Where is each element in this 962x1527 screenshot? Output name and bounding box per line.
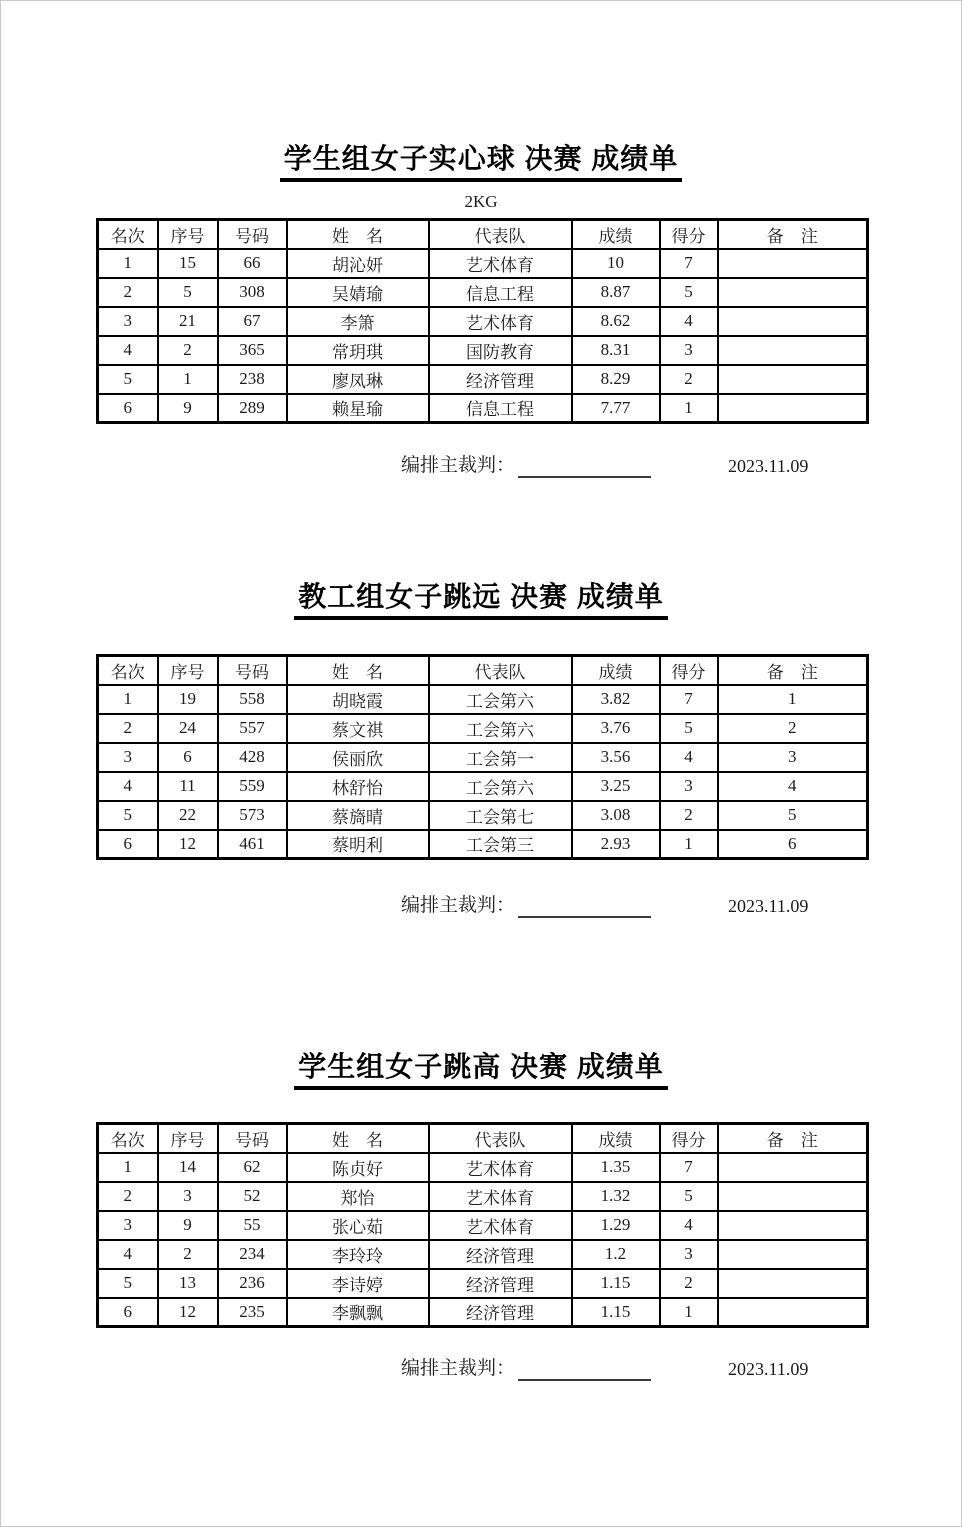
table-cell: 李玲玲	[287, 1240, 429, 1269]
table-row	[98, 365, 868, 394]
table-cell: 国防教育	[429, 336, 572, 365]
column-header: 名次	[98, 1124, 158, 1153]
column-header: 序号	[158, 1124, 218, 1153]
table-cell: 8.62	[572, 307, 660, 336]
table-cell: 5	[98, 1269, 158, 1298]
table-cell	[718, 1240, 868, 1269]
table-row	[98, 249, 868, 278]
table-cell: 4	[660, 307, 718, 336]
table-cell: 19	[158, 685, 218, 714]
event-title-shotput: 学生组女子实心球 决赛 成绩单	[280, 143, 683, 182]
table-cell	[718, 336, 868, 365]
table-cell: 3.82	[572, 685, 660, 714]
table-cell: 3	[660, 772, 718, 801]
table-cell: 林舒怡	[287, 772, 429, 801]
table-cell: 52	[218, 1182, 287, 1211]
table-cell: 9	[158, 1211, 218, 1240]
table-cell: 信息工程	[429, 394, 572, 423]
table-cell: 廖凤琳	[287, 365, 429, 394]
table-cell: 胡沁妍	[287, 249, 429, 278]
table-cell: 2	[98, 1182, 158, 1211]
column-header: 姓 名	[287, 220, 429, 249]
table-row	[98, 1298, 868, 1327]
table-cell: 3	[718, 743, 868, 772]
table-cell: 蔡文祺	[287, 714, 429, 743]
table-cell: 6	[718, 830, 868, 859]
table-cell: 365	[218, 336, 287, 365]
signature-blank-line	[518, 893, 651, 918]
table-cell: 308	[218, 278, 287, 307]
table-row	[98, 772, 868, 801]
table-cell: 14	[158, 1153, 218, 1182]
table-cell: 15	[158, 249, 218, 278]
table-cell: 557	[218, 714, 287, 743]
column-header: 得分	[660, 1124, 718, 1153]
table-header-row	[98, 1124, 868, 1153]
table-cell	[718, 1153, 868, 1182]
table-cell: 3.76	[572, 714, 660, 743]
table-cell: 428	[218, 743, 287, 772]
table-row	[98, 801, 868, 830]
table-cell: 经济管理	[429, 1298, 572, 1327]
column-header: 名次	[98, 656, 158, 685]
table-row	[98, 685, 868, 714]
column-header: 代表队	[429, 220, 572, 249]
table-cell: 胡晓霞	[287, 685, 429, 714]
table-cell: 信息工程	[429, 278, 572, 307]
column-header: 成绩	[572, 656, 660, 685]
table-cell: 2	[158, 336, 218, 365]
table-cell: 工会第一	[429, 743, 572, 772]
signature-row-highjump	[1, 1356, 961, 1388]
table-cell: 55	[218, 1211, 287, 1240]
table-cell: 1.2	[572, 1240, 660, 1269]
table-cell: 蔡旖晴	[287, 801, 429, 830]
highjump-table-block	[96, 1122, 869, 1328]
table-cell: 66	[218, 249, 287, 278]
table-cell: 573	[218, 801, 287, 830]
table-cell: 67	[218, 307, 287, 336]
column-header: 号码	[218, 656, 287, 685]
table-cell	[718, 278, 868, 307]
column-header: 姓 名	[287, 1124, 429, 1153]
table-cell	[718, 1182, 868, 1211]
table-cell: 12	[158, 830, 218, 859]
table-cell: 22	[158, 801, 218, 830]
table-cell: 2	[98, 278, 158, 307]
table-cell: 5	[718, 801, 868, 830]
table-cell: 13	[158, 1269, 218, 1298]
table-cell: 21	[158, 307, 218, 336]
table-cell: 236	[218, 1269, 287, 1298]
table-cell	[718, 365, 868, 394]
table-cell: 赖星瑜	[287, 394, 429, 423]
column-header: 序号	[158, 220, 218, 249]
table-cell: 7.77	[572, 394, 660, 423]
table-row	[98, 278, 868, 307]
table-cell: 李诗婷	[287, 1269, 429, 1298]
table-cell: 2	[98, 714, 158, 743]
table-cell: 吴婧瑜	[287, 278, 429, 307]
column-header: 代表队	[429, 1124, 572, 1153]
table-cell: 1	[98, 249, 158, 278]
table-cell: 461	[218, 830, 287, 859]
table-cell: 24	[158, 714, 218, 743]
table-cell: 4	[718, 772, 868, 801]
table-cell: 工会第六	[429, 772, 572, 801]
shotput-table-block	[96, 218, 869, 424]
table-cell: 张心茹	[287, 1211, 429, 1240]
signature-blank-line	[518, 453, 651, 478]
table-cell: 559	[218, 772, 287, 801]
table-cell: 1.32	[572, 1182, 660, 1211]
table-cell: 3.25	[572, 772, 660, 801]
chief-referee-label: 编排主裁判：	[401, 1358, 516, 1379]
section-shotput-title-row	[1, 143, 961, 182]
table-cell: 6	[98, 394, 158, 423]
chief-referee-label: 编排主裁判：	[401, 895, 516, 916]
column-header: 得分	[660, 656, 718, 685]
table-cell: 工会第六	[429, 714, 572, 743]
table-cell: 3	[660, 1240, 718, 1269]
table-cell: 11	[158, 772, 218, 801]
table-cell: 工会第六	[429, 685, 572, 714]
event-title-highjump: 学生组女子跳高 决赛 成绩单	[294, 1051, 668, 1090]
table-cell: 2	[718, 714, 868, 743]
results-table-shotput	[96, 218, 869, 424]
table-cell: 1.35	[572, 1153, 660, 1182]
table-cell: 1	[660, 1298, 718, 1327]
table-header-row	[98, 220, 868, 249]
table-row	[98, 830, 868, 859]
table-cell: 工会第七	[429, 801, 572, 830]
table-row	[98, 1182, 868, 1211]
table-cell: 62	[218, 1153, 287, 1182]
table-cell: 3	[98, 1211, 158, 1240]
results-table-longjump	[96, 654, 869, 860]
table-cell: 艺术体育	[429, 249, 572, 278]
table-row	[98, 307, 868, 336]
table-cell: 4	[98, 336, 158, 365]
table-cell: 1	[718, 685, 868, 714]
signature-row-shotput	[1, 453, 961, 485]
table-row	[98, 714, 868, 743]
table-cell: 1.29	[572, 1211, 660, 1240]
table-cell: 8.29	[572, 365, 660, 394]
table-cell: 3.08	[572, 801, 660, 830]
table-cell	[718, 1298, 868, 1327]
table-cell: 7	[660, 685, 718, 714]
date-text: 2023.11.09	[728, 1359, 809, 1379]
table-cell: 侯丽欣	[287, 743, 429, 772]
table-cell: 4	[98, 772, 158, 801]
table-row	[98, 1269, 868, 1298]
table-cell: 1	[158, 365, 218, 394]
table-cell: 5	[660, 1182, 718, 1211]
table-cell: 5	[98, 365, 158, 394]
table-cell: 常玥琪	[287, 336, 429, 365]
column-header: 序号	[158, 656, 218, 685]
section-longjump-title-row	[1, 581, 961, 620]
event-weight-note: 2KG	[464, 192, 498, 211]
table-cell: 李飘飘	[287, 1298, 429, 1327]
column-header: 名次	[98, 220, 158, 249]
table-header-row	[98, 656, 868, 685]
date-text: 2023.11.09	[728, 456, 809, 476]
table-cell	[718, 307, 868, 336]
table-row	[98, 1240, 868, 1269]
date-text: 2023.11.09	[728, 896, 809, 916]
table-row	[98, 1211, 868, 1240]
section-highjump-title-row	[1, 1051, 961, 1090]
table-cell: 1.15	[572, 1269, 660, 1298]
table-cell	[718, 394, 868, 423]
table-cell: 2	[660, 365, 718, 394]
table-cell: 238	[218, 365, 287, 394]
table-cell: 4	[98, 1240, 158, 1269]
column-header: 备 注	[718, 656, 868, 685]
table-cell: 558	[218, 685, 287, 714]
table-cell: 7	[660, 1153, 718, 1182]
table-cell: 3	[98, 743, 158, 772]
column-header: 成绩	[572, 1124, 660, 1153]
column-header: 得分	[660, 220, 718, 249]
column-header: 号码	[218, 1124, 287, 1153]
table-cell: 234	[218, 1240, 287, 1269]
table-cell: 艺术体育	[429, 1211, 572, 1240]
chief-referee-label: 编排主裁判：	[401, 455, 516, 476]
table-cell: 5	[158, 278, 218, 307]
table-row	[98, 336, 868, 365]
table-cell: 235	[218, 1298, 287, 1327]
results-table-highjump	[96, 1122, 869, 1328]
signature-blank-line	[518, 1356, 651, 1381]
table-cell: 3	[98, 307, 158, 336]
table-cell: 1	[660, 830, 718, 859]
longjump-table-block	[96, 654, 869, 860]
table-cell: 郑怡	[287, 1182, 429, 1211]
table-cell: 艺术体育	[429, 307, 572, 336]
table-cell: 1	[660, 394, 718, 423]
table-cell: 艺术体育	[429, 1182, 572, 1211]
table-cell: 李箫	[287, 307, 429, 336]
table-cell: 6	[158, 743, 218, 772]
event-title-longjump: 教工组女子跳远 决赛 成绩单	[294, 581, 668, 620]
table-cell: 4	[660, 1211, 718, 1240]
table-cell: 12	[158, 1298, 218, 1327]
signature-row-longjump	[1, 893, 961, 925]
table-cell: 经济管理	[429, 1269, 572, 1298]
table-cell: 3.56	[572, 743, 660, 772]
table-cell: 5	[660, 278, 718, 307]
table-cell: 艺术体育	[429, 1153, 572, 1182]
table-cell: 5	[98, 801, 158, 830]
table-cell: 2	[660, 1269, 718, 1298]
table-cell: 3	[158, 1182, 218, 1211]
column-header: 号码	[218, 220, 287, 249]
column-header: 成绩	[572, 220, 660, 249]
table-cell: 6	[98, 1298, 158, 1327]
table-row	[98, 1153, 868, 1182]
table-cell: 1.15	[572, 1298, 660, 1327]
table-row	[98, 743, 868, 772]
column-header: 备 注	[718, 1124, 868, 1153]
table-cell: 6	[98, 830, 158, 859]
table-cell: 289	[218, 394, 287, 423]
table-cell: 2	[158, 1240, 218, 1269]
table-cell	[718, 1269, 868, 1298]
table-cell: 1	[98, 685, 158, 714]
table-cell: 3	[660, 336, 718, 365]
table-cell: 蔡明利	[287, 830, 429, 859]
table-cell: 工会第三	[429, 830, 572, 859]
table-cell: 4	[660, 743, 718, 772]
table-cell	[718, 249, 868, 278]
table-cell: 7	[660, 249, 718, 278]
table-cell: 2.93	[572, 830, 660, 859]
table-cell: 10	[572, 249, 660, 278]
table-row	[98, 394, 868, 423]
table-cell: 8.31	[572, 336, 660, 365]
table-cell: 1	[98, 1153, 158, 1182]
table-cell: 2	[660, 801, 718, 830]
table-cell: 8.87	[572, 278, 660, 307]
table-cell: 9	[158, 394, 218, 423]
column-header: 备 注	[718, 220, 868, 249]
table-cell	[718, 1211, 868, 1240]
column-header: 代表队	[429, 656, 572, 685]
table-cell: 5	[660, 714, 718, 743]
table-cell: 陈贞好	[287, 1153, 429, 1182]
column-header: 姓 名	[287, 656, 429, 685]
table-cell: 经济管理	[429, 1240, 572, 1269]
table-cell: 经济管理	[429, 365, 572, 394]
